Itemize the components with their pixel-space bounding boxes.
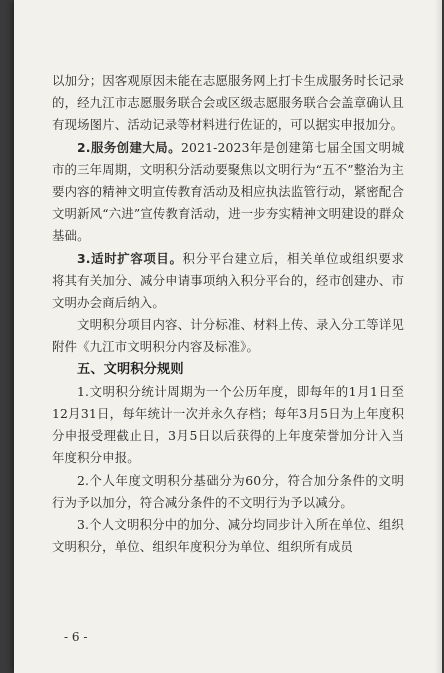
document-body (52, 70, 404, 558)
paragraph-text: 2021-2023年是创建第七届全国文明城市的三年周期，文明积分活动要聚焦以文明行为“五不”整治为主要内容的精神文明宣传教育活动及相应执法监管行动，紧密配合文明新风“六进”宣传教育活动，进一步夯实精神文明建设的群众基础。 (52, 139, 404, 244)
paragraph-text: 以加分；因客观原因未能在志愿服务网上打卡生成服务时长记录的，经九江市志愿服务联合会或区级志愿服务联合会盖章确认且有现场图片、活动记录等材料进行佐证的，可以据实申报加分。 (52, 73, 404, 133)
paragraph-continuation (52, 70, 404, 137)
rule-item-2: 2.个人年度文明积分基础分为60分，符合加分条件的文明行为予以加分，符合减分条件的不文明行为予以减分。 (52, 472, 404, 510)
document-page (14, 0, 442, 673)
rule-item-1: 1.文明积分统计周期为一个公历年度，即每年的1月1日至12月31日，每年统计一次并永久存档；每年3月5日为上年度积分申报受理截止日，3月5日以后获得的上年度荣誉加分计入当年度积分申报。 (52, 383, 404, 466)
paragraph-lead: 3.适时扩容项目。 (77, 250, 183, 266)
paragraph-service-overall (52, 137, 404, 248)
page-edge-shade (434, 0, 442, 673)
section-heading: 五、文明积分规则 (77, 361, 184, 377)
paragraph-attachment-note (52, 314, 404, 358)
paragraph-text: 文明积分项目内容、计分标准、材料上传、录入分工等详见附件《九江市文明积分内容及标准》。 (52, 317, 404, 355)
paragraph-expand-items (52, 248, 404, 315)
paragraph-lead: 2.服务创建大局。 (77, 139, 182, 155)
rule-item-3: 3.个人文明积分中的加分、减分均同步计入所在单位、组织文明积分，单位、组织年度积分为单位、组织所有成员 (52, 517, 404, 555)
paragraph-text: 积分平台建立后，相关单位或组织要求将其有关加分、减分申请事项纳入积分平台的，经市创建办、市文明办会商后纳入。 (52, 250, 404, 311)
page-number: - 6 - (64, 630, 88, 644)
